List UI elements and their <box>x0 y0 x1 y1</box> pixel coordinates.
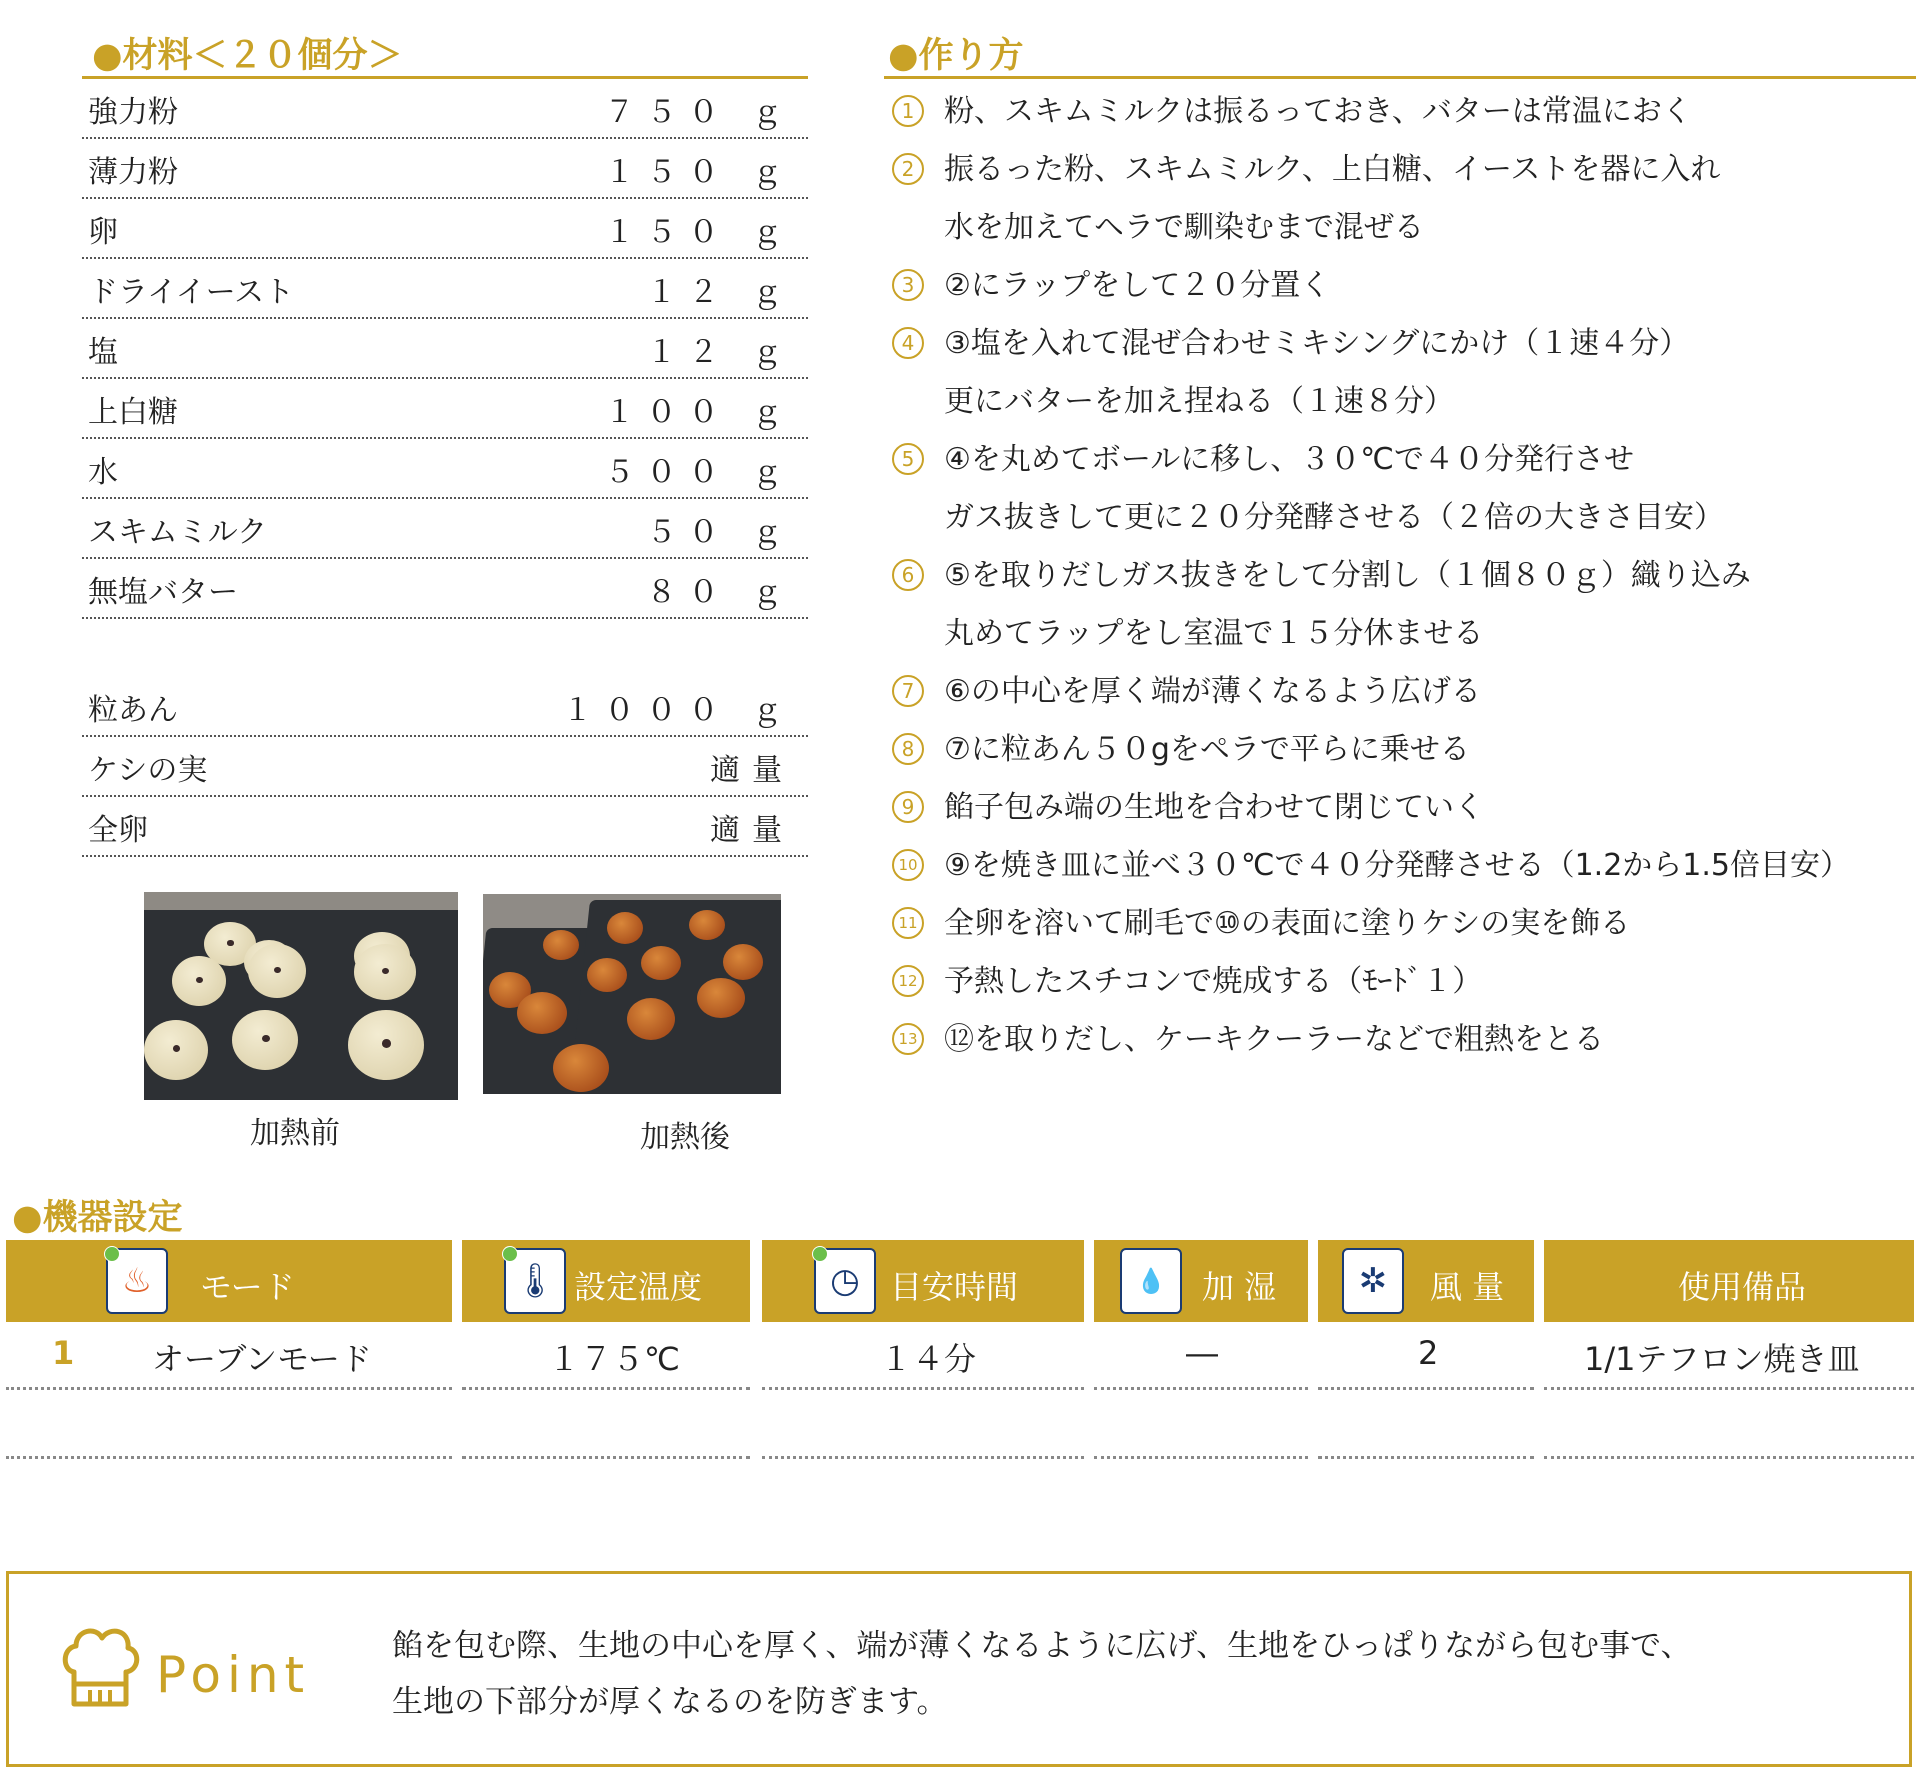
ingredient-row <box>82 737 808 797</box>
step-text: ⑨を焼き皿に並べ３０℃で４０分発酵させる（1.2から1.5倍目安） <box>944 848 1851 883</box>
ingredient-row <box>82 139 808 199</box>
ingredient-name: 強力粉 <box>88 95 178 130</box>
equipment-title: ●機器設定 <box>12 1198 183 1238</box>
photo-before-caption: 加熱前 <box>250 1116 340 1151</box>
ingredient-amount: １２ ｇ <box>646 275 794 310</box>
step-text: ⑤を取りだしガス抜きをして分割し（１個８０ｇ）織り込み <box>944 558 1751 593</box>
point-label: Point <box>156 1646 311 1704</box>
clock-icon: ◷ <box>814 1248 876 1314</box>
step-text: 予熱したスチコンで焼成する（ﾓｰﾄﾞ１） <box>944 964 1483 999</box>
header-fan <box>1318 1240 1534 1322</box>
header-equipment <box>1544 1240 1914 1322</box>
point-text-line2: 生地の下部分が厚くなるのを防ぎます。 <box>392 1684 948 1720</box>
cell-mode: オーブンモード <box>152 1340 372 1378</box>
cell-fan: 2 <box>1418 1334 1439 1372</box>
ingredient-name: 無塩バター <box>88 575 238 610</box>
step-number: 11 <box>892 907 924 939</box>
method-step <box>884 779 1916 837</box>
ingredient-amount: ８０ ｇ <box>646 575 794 610</box>
ingredient-amount: 適量 <box>710 813 794 848</box>
step-text: ④を丸めてボールに移し、３０℃で４０分発行させ <box>944 442 1634 477</box>
header-humidity-label: 加 湿 <box>1202 1268 1277 1306</box>
ingredient-amount: １５０ ｇ <box>604 215 794 250</box>
step-text: 粉、スキムミルクは振るっておき、バターは常温におく <box>944 94 1692 129</box>
ingredient-name: 全卵 <box>88 813 148 848</box>
header-fan-label: 風 量 <box>1430 1268 1505 1306</box>
method-steps <box>884 83 1916 1069</box>
header-mode-label: モード <box>200 1268 295 1306</box>
fan-icon: ✲ <box>1342 1248 1404 1314</box>
ingredient-amount: １０００ ｇ <box>562 693 794 728</box>
step-number: 9 <box>892 791 924 823</box>
header-time <box>762 1240 1084 1322</box>
ingredient-row <box>82 559 808 619</box>
step-number: 8 <box>892 733 924 765</box>
ingredient-name: 水 <box>88 455 118 490</box>
cell-time: １４分 <box>880 1340 977 1378</box>
header-humidity <box>1094 1240 1308 1322</box>
step-number: 1 <box>892 95 924 127</box>
step-number: 7 <box>892 675 924 707</box>
header-equipment-label: 使用備品 <box>1678 1268 1807 1306</box>
step-text: ⑦に粒あん５０gをペラで平らに乗せる <box>944 732 1470 767</box>
step-text: 振るった粉、スキムミルク、上白糖、イーストを器に入れ <box>944 152 1721 187</box>
step-text: 全卵を溶いて刷毛で⑩の表面に塗りケシの実を飾る <box>944 906 1631 941</box>
method-step <box>884 953 1916 1011</box>
step-text: 更にバターを加え捏ねる（１速８分） <box>944 384 1454 419</box>
ingredient-name: スキムミルク <box>88 515 268 550</box>
ingredient-spacer <box>82 619 808 677</box>
ingredient-name: 薄力粉 <box>88 155 178 190</box>
ingredient-amount: ５０ ｇ <box>646 515 794 550</box>
ingredient-row <box>82 319 808 379</box>
step-text: ②にラップをして２０分置く <box>944 268 1331 303</box>
step-number: 5 <box>892 443 924 475</box>
header-mode <box>6 1240 452 1322</box>
ingredient-amount: 適量 <box>710 753 794 788</box>
method-step <box>884 663 1916 721</box>
ingredient-name: 上白糖 <box>88 395 178 430</box>
ingredient-amount: ７５０ ｇ <box>604 95 794 130</box>
step-number: 4 <box>892 327 924 359</box>
cell-equipment: 1/1テフロン焼き皿 <box>1584 1340 1860 1378</box>
ingredient-amount: １２ ｇ <box>646 335 794 370</box>
ingredient-row <box>82 379 808 439</box>
step-number: 12 <box>892 965 924 997</box>
ingredient-name: 卵 <box>88 215 118 250</box>
method-step <box>884 721 1916 779</box>
step-text: 水を加えてヘラで馴染むまで混ぜる <box>944 210 1424 245</box>
ingredients-title: ●材料＜２０個分＞ <box>92 36 403 76</box>
method-step <box>884 257 1916 315</box>
ingredient-name: 粒あん <box>88 693 178 728</box>
thermometer-icon: 🌡 <box>504 1248 566 1314</box>
step-text: ⑥の中心を厚く端が薄くなるよう広げる <box>944 674 1481 709</box>
ingredient-name: 塩 <box>88 335 118 370</box>
method-title-underline <box>884 76 1916 79</box>
ingredient-row <box>82 79 808 139</box>
ingredient-row <box>82 199 808 259</box>
photo-before-baking <box>144 892 458 1100</box>
ingredient-amount: １００ ｇ <box>604 395 794 430</box>
step-number: 6 <box>892 559 924 591</box>
step-number: 2 <box>892 153 924 185</box>
step-number: 13 <box>892 1023 924 1055</box>
point-text-line1: 餡を包む際、生地の中心を厚く、端が薄くなるように広げ、生地をひっぱりながら包む事で、 <box>392 1628 1692 1664</box>
step-text: 丸めてラップをし室温で１５分休ませる <box>944 616 1484 651</box>
cell-temp: １７５℃ <box>548 1340 680 1378</box>
method-step <box>884 895 1916 953</box>
ingredient-row <box>82 499 808 559</box>
method-step <box>884 547 1916 663</box>
photo-after-caption: 加熱後 <box>640 1120 730 1155</box>
header-temp <box>462 1240 750 1322</box>
ingredient-row <box>82 797 808 857</box>
ingredient-name: ドライイースト <box>88 275 295 310</box>
ingredient-name: ケシの実 <box>88 753 208 788</box>
ingredient-row <box>82 677 808 737</box>
chef-hat-icon <box>60 1620 140 1712</box>
step-text: ガス抜きして更に２０分発酵させる（２倍の大きさ目安） <box>944 500 1724 535</box>
step-text: 餡子包み端の生地を合わせて閉じていく <box>944 790 1484 825</box>
water-drops-icon: 💧 <box>1120 1248 1182 1314</box>
header-temp-label: 設定温度 <box>574 1268 703 1306</box>
step-number: 10 <box>892 849 924 881</box>
ingredient-amount: １５０ ｇ <box>604 155 794 190</box>
ingredient-row <box>82 259 808 319</box>
method-title: ●作り方 <box>888 36 1024 76</box>
method-step <box>884 315 1916 431</box>
row-number: 1 <box>52 1334 75 1372</box>
method-step <box>884 431 1916 547</box>
ingredients-table <box>82 79 808 857</box>
ingredient-row <box>82 439 808 499</box>
method-step <box>884 1011 1916 1069</box>
method-step <box>884 141 1916 257</box>
ingredient-amount: ５００ ｇ <box>604 455 794 490</box>
header-time-label: 目安時間 <box>890 1268 1019 1306</box>
method-step <box>884 837 1916 895</box>
steam-oven-icon: ♨ <box>106 1248 168 1314</box>
step-number: 3 <box>892 269 924 301</box>
cell-humidity: ― <box>1186 1334 1218 1372</box>
method-step <box>884 83 1916 141</box>
photo-after-baking <box>483 894 781 1094</box>
step-text: ⑫を取りだし、ケーキクーラーなどで粗熱をとる <box>944 1022 1604 1057</box>
step-text: ③塩を入れて混ぜ合わせミキシングにかけ（１速４分） <box>944 326 1690 361</box>
